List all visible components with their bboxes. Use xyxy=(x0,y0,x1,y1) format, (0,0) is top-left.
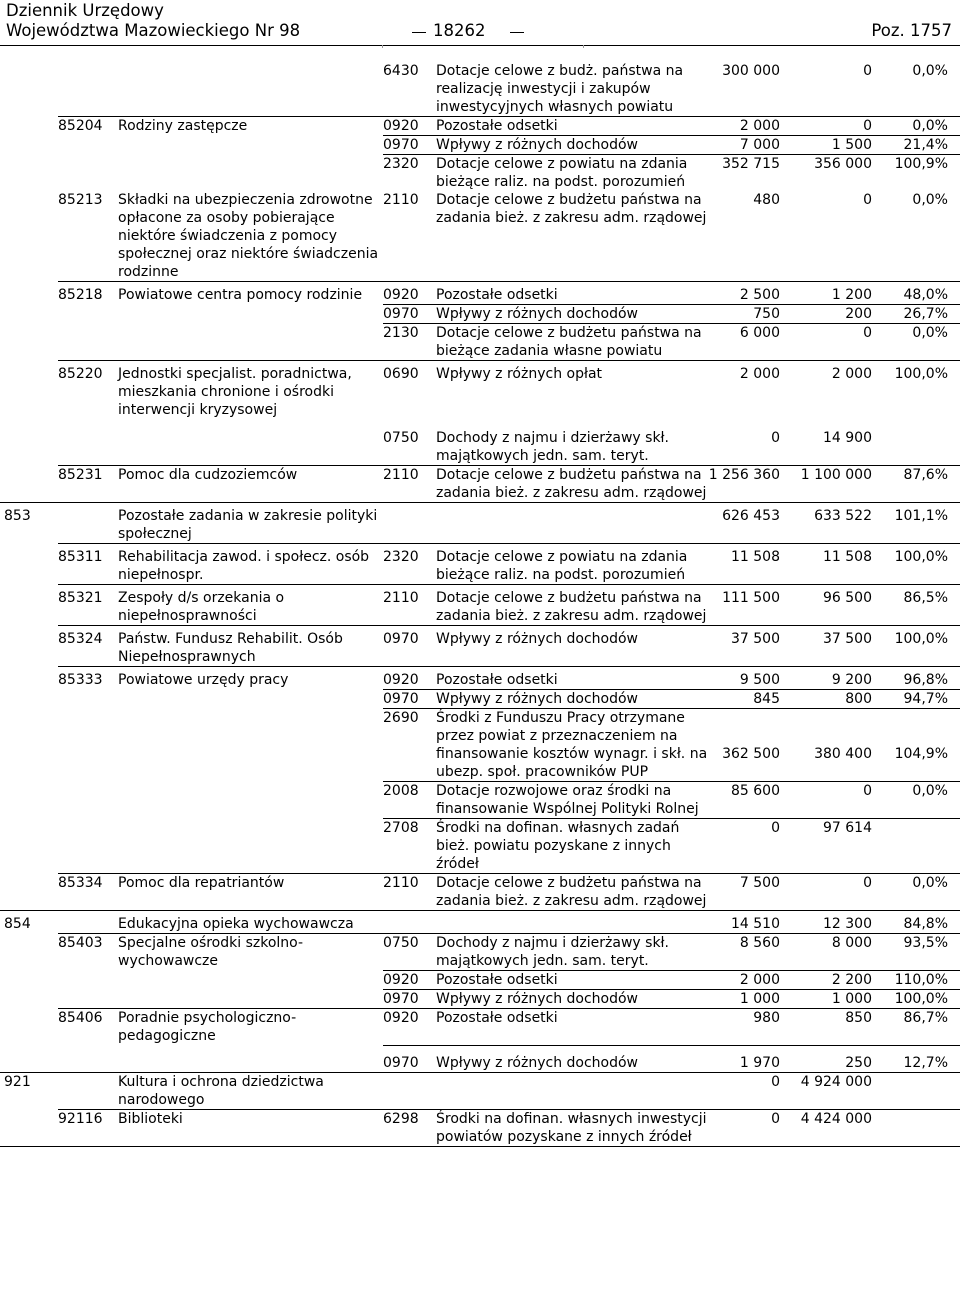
table-row xyxy=(0,782,960,819)
chapter-name: Rehabilitacja zawod. i społecz. osób niepełnospr. xyxy=(118,544,383,585)
execution-percent: 0,0% xyxy=(912,192,948,208)
page-number-dash-right xyxy=(510,32,524,33)
execution-percent: 26,7% xyxy=(878,305,960,324)
section-code xyxy=(0,466,58,503)
section-code xyxy=(0,874,58,911)
table-row xyxy=(0,136,960,155)
paragraph-code: 0690 xyxy=(383,361,436,420)
chapter-code: 85333 xyxy=(58,667,118,690)
paragraph-description: Wpływy z różnych dochodów xyxy=(436,690,708,709)
chapter-code: 92116 xyxy=(58,1109,118,1146)
section-code xyxy=(0,971,58,990)
plan-amount: 9 500 xyxy=(708,667,788,690)
plan-amount: 14 510 xyxy=(708,911,788,934)
table-row xyxy=(0,466,960,503)
chapter-name: Powiatowe centra pomocy rodzinie xyxy=(118,282,383,305)
chapter-code xyxy=(58,690,118,709)
plan-amount: 6 000 xyxy=(708,324,788,361)
execution-percent: 0,0% xyxy=(912,63,948,79)
section-code xyxy=(0,155,58,192)
paragraph-description: Wpływy z różnych dochodów xyxy=(436,1045,708,1072)
execution-amount: 0 xyxy=(863,63,872,79)
chapter-name xyxy=(118,324,383,361)
execution-amount: 8 000 xyxy=(788,934,878,971)
paragraph-description: Dotacje celowe z budżetu państwa na zadania bież. z zakresu adm. rządowej xyxy=(436,192,707,226)
execution-amount: 800 xyxy=(788,690,878,709)
chapter-name xyxy=(118,62,383,117)
chapter-name: Państw. Fundusz Rehabilit. Osób Niepełnosprawnych xyxy=(118,626,383,667)
execution-amount: 37 500 xyxy=(788,626,878,667)
paragraph-description: Wpływy z różnych dochodów xyxy=(436,136,708,155)
paragraph-code: 2110 xyxy=(383,192,419,208)
execution-percent: 100,9% xyxy=(878,155,960,192)
chapter-code xyxy=(58,1072,118,1109)
chapter-name xyxy=(118,305,383,324)
chapter-name xyxy=(118,709,383,746)
execution-percent: 100,0% xyxy=(878,990,960,1009)
chapter-name xyxy=(118,782,383,819)
chapter-name: Składki na ubezpieczenia zdrowotne opłacone za osoby pobierające niektóre świadczenia z pomocy społecznej oraz niektóre świadczenia rodzinne xyxy=(118,192,379,280)
chapter-name: Powiatowe urzędy pracy xyxy=(118,667,383,690)
execution-amount: 380 400 xyxy=(814,746,872,762)
paragraph-code: 2320 xyxy=(383,544,436,585)
chapter-name xyxy=(118,745,383,782)
execution-amount: 0 xyxy=(788,874,878,911)
chapter-name xyxy=(118,690,383,709)
chapter-code xyxy=(58,136,118,155)
chapter-code: 85231 xyxy=(58,466,118,503)
chapter-name: Jednostki specjalist. poradnictwa, mieszkania chronione i ośrodki interwencji kryzysowej xyxy=(118,361,383,420)
paragraph-code: 2690 xyxy=(383,709,436,746)
plan-amount: 1 970 xyxy=(708,1045,788,1072)
plan-amount: 0 xyxy=(708,819,788,874)
plan-amount: 7 000 xyxy=(708,136,788,155)
section-code xyxy=(0,667,58,690)
execution-amount: 11 508 xyxy=(788,544,878,585)
chapter-name: Biblioteki xyxy=(118,1109,383,1146)
execution-amount: 9 200 xyxy=(788,667,878,690)
chapter-name: Zespoły d/s orzekania o niepełnosprawności xyxy=(118,585,383,626)
section-code xyxy=(0,62,58,117)
chapter-name: Pozostałe zadania w zakresie polityki społecznej xyxy=(118,503,383,544)
execution-percent: 100,0% xyxy=(878,361,960,420)
paragraph-code: 0920 xyxy=(383,667,436,690)
table-row xyxy=(0,155,960,192)
section-code xyxy=(0,626,58,667)
section-code xyxy=(0,1045,58,1072)
chapter-code: 85213 xyxy=(58,192,103,208)
chapter-code xyxy=(58,709,118,746)
execution-amount: 14 900 xyxy=(823,430,872,446)
paragraph-description: Wpływy z różnych dochodów xyxy=(436,305,708,324)
paragraph-description: Dochody z najmu i dzierżawy skł. majątkowych jedn. sam. teryt. xyxy=(436,934,708,971)
paragraph-code xyxy=(383,1072,436,1109)
table-row xyxy=(0,503,960,544)
section-code xyxy=(0,782,58,819)
section-code xyxy=(0,136,58,155)
execution-amount: 1 100 000 xyxy=(788,466,878,503)
chapter-name xyxy=(118,419,383,466)
chapter-code xyxy=(58,990,118,1009)
paragraph-description: Dotacje celowe z budżetu państwa na zadania bież. z zakresu adm. rządowej xyxy=(436,585,708,626)
table-row xyxy=(0,1009,960,1046)
execution-amount: 4 424 000 xyxy=(788,1109,878,1146)
execution-percent: 100,0% xyxy=(878,544,960,585)
chapter-name: Poradnie psychologiczno-pedagogiczne xyxy=(118,1009,383,1046)
plan-amount: 845 xyxy=(708,690,788,709)
paragraph-description: Wpływy z różnych opłat xyxy=(436,361,708,420)
execution-percent xyxy=(878,819,960,874)
paragraph-description: Dotacje celowe z powiatu na zdania bieżące raliz. na podst. porozumień xyxy=(436,155,708,192)
chapter-name: Rodziny zastępcze xyxy=(118,117,383,136)
plan-amount: 8 560 xyxy=(708,934,788,971)
section-code xyxy=(0,324,58,361)
chapter-code: 85406 xyxy=(58,1009,118,1046)
section-code xyxy=(0,544,58,585)
section-code xyxy=(0,1009,58,1046)
paragraph-code: 6430 xyxy=(383,63,419,79)
table-row xyxy=(0,990,960,1009)
execution-amount: 0 xyxy=(788,117,878,136)
plan-amount: 980 xyxy=(708,1009,788,1046)
table-row xyxy=(0,282,960,305)
paragraph-description: Środki na dofinan. własnych inwestycji powiatów pozyskane z innych źródeł xyxy=(436,1110,707,1145)
chapter-code xyxy=(58,745,118,782)
section-code xyxy=(0,690,58,709)
paragraph-description: Dochody z najmu i dzierżawy skł. majątkowych jedn. sam. teryt. xyxy=(436,430,669,464)
paragraph-description: Dotacje celowe z budżetu państwa na zadania bież. z zakresu adm. rządowej xyxy=(436,467,707,501)
paragraph-code: 0920 xyxy=(383,282,436,305)
chapter-code xyxy=(58,1045,118,1072)
execution-percent: 0,0% xyxy=(878,874,960,911)
chapter-code xyxy=(58,782,118,819)
chapter-code: 85311 xyxy=(58,544,118,585)
execution-amount xyxy=(788,709,878,746)
budget-table-body xyxy=(0,62,960,1146)
paragraph-code: 2110 xyxy=(383,585,436,626)
table-row xyxy=(0,191,960,282)
chapter-name xyxy=(118,819,383,874)
section-code xyxy=(0,191,58,282)
section-code xyxy=(0,282,58,305)
execution-amount: 0 xyxy=(788,324,878,361)
paragraph-code: 6298 xyxy=(383,1109,436,1146)
execution-percent: 110,0% xyxy=(878,971,960,990)
chapter-code xyxy=(58,155,118,192)
section-code xyxy=(0,361,58,420)
execution-percent: 84,8% xyxy=(878,911,960,934)
chapter-code: 85334 xyxy=(58,874,118,911)
paragraph-code: 0920 xyxy=(383,971,436,990)
chapter-code: 85321 xyxy=(58,585,118,626)
table-row xyxy=(0,667,960,690)
chapter-code: 85324 xyxy=(58,626,118,667)
execution-percent: 96,8% xyxy=(878,667,960,690)
paragraph-code: 2008 xyxy=(383,782,436,819)
plan-amount: 37 500 xyxy=(708,626,788,667)
execution-amount: 0 xyxy=(788,782,878,819)
chapter-code: 85204 xyxy=(58,117,118,136)
table-row xyxy=(0,1072,960,1109)
execution-amount: 250 xyxy=(788,1045,878,1072)
table-row xyxy=(0,419,960,466)
chapter-name: Pomoc dla cudzoziemców xyxy=(118,466,383,503)
plan-amount: 480 xyxy=(753,192,780,208)
paragraph-description: Pozostałe odsetki xyxy=(436,1009,708,1046)
chapter-code: 85218 xyxy=(58,282,118,305)
paragraph-code xyxy=(383,503,436,544)
plan-amount: 1 000 xyxy=(708,990,788,1009)
plan-amount: 1 256 360 xyxy=(708,466,788,503)
plan-amount: 2 500 xyxy=(708,282,788,305)
plan-amount: 7 500 xyxy=(708,874,788,911)
table-row xyxy=(0,934,960,971)
section-code xyxy=(0,819,58,874)
execution-percent: 100,0% xyxy=(878,626,960,667)
plan-amount: 300 000 xyxy=(722,63,780,79)
paragraph-description: Dotacje celowe z budż. państwa na realizację inwestycji i zakupów inwestycyjnych własnych powiatu xyxy=(436,63,684,115)
chapter-name xyxy=(118,1045,383,1072)
execution-amount: 96 500 xyxy=(788,585,878,626)
execution-percent: 12,7% xyxy=(878,1045,960,1072)
paragraph-description: Pozostałe odsetki xyxy=(436,117,708,136)
execution-percent xyxy=(878,1072,960,1109)
section-code xyxy=(0,117,58,136)
execution-percent: 48,0% xyxy=(878,282,960,305)
plan-amount: 626 453 xyxy=(708,503,788,544)
position-number: Poz. 1757 xyxy=(871,21,952,40)
chapter-name: Edukacyjna opieka wychowawcza xyxy=(118,911,383,934)
table-row xyxy=(0,626,960,667)
chapter-name: Pomoc dla repatriantów xyxy=(118,874,383,911)
paragraph-description xyxy=(436,1072,708,1109)
chapter-code: 85403 xyxy=(58,934,118,971)
paragraph-description: Wpływy z różnych dochodów xyxy=(436,990,708,1009)
plan-amount: 85 600 xyxy=(708,782,788,819)
paragraph-description: Dotacje celowe z budżetu państwa na bieżące zadania własne powiatu xyxy=(436,324,708,361)
plan-amount: 352 715 xyxy=(708,155,788,192)
table-row xyxy=(0,971,960,990)
journal-subtitle: Województwa Mazowieckiego Nr 98 xyxy=(6,21,301,40)
execution-amount: 4 924 000 xyxy=(788,1072,878,1109)
chapter-code xyxy=(58,305,118,324)
section-code xyxy=(0,419,58,466)
paragraph-code xyxy=(383,745,436,782)
paragraph-code: 0970 xyxy=(383,1045,436,1072)
execution-percent: 0,0% xyxy=(878,324,960,361)
paragraph-code: 2110 xyxy=(383,874,436,911)
table-row xyxy=(0,874,960,911)
plan-amount: 2 000 xyxy=(708,117,788,136)
plan-amount: 750 xyxy=(708,305,788,324)
paragraph-description: Pozostałe odsetki xyxy=(436,667,708,690)
page-number: 18262 xyxy=(433,21,486,40)
paragraph-description: Pozostałe odsetki xyxy=(436,971,708,990)
section-code xyxy=(0,1109,58,1146)
table-row xyxy=(0,911,960,934)
execution-percent: 87,6% xyxy=(878,466,960,503)
table-row xyxy=(0,819,960,874)
chapter-code xyxy=(58,911,118,934)
table-row xyxy=(0,305,960,324)
paragraph-description: Wpływy z różnych dochodów xyxy=(436,626,708,667)
budget-table xyxy=(0,62,960,1147)
execution-percent: 104,9% xyxy=(894,746,948,762)
paragraph-description xyxy=(436,503,708,544)
paragraph-description: Środki na dofinan. własnych zadań bież. powiatu pozyskane z innych źródeł xyxy=(436,819,708,874)
header-tick-marks xyxy=(382,45,584,48)
table-row xyxy=(0,361,960,420)
section-code xyxy=(0,745,58,782)
paragraph-code: 2130 xyxy=(383,324,436,361)
chapter-code xyxy=(58,503,118,544)
paragraph-code: 0920 xyxy=(383,1009,436,1046)
paragraph-description: Pozostałe odsetki xyxy=(436,282,708,305)
plan-amount: 0 xyxy=(771,430,780,446)
execution-percent xyxy=(878,709,960,746)
execution-amount: 850 xyxy=(788,1009,878,1046)
execution-percent: 86,5% xyxy=(878,585,960,626)
chapter-code xyxy=(58,419,118,466)
execution-amount: 200 xyxy=(788,305,878,324)
execution-amount: 97 614 xyxy=(788,819,878,874)
execution-percent: 86,7% xyxy=(878,1009,960,1046)
section-code xyxy=(0,709,58,746)
table-row xyxy=(0,585,960,626)
paragraph-code: 0970 xyxy=(383,136,436,155)
section-code: 853 xyxy=(0,503,58,544)
plan-amount xyxy=(708,709,788,746)
plan-amount: 362 500 xyxy=(722,746,780,762)
table-row xyxy=(0,117,960,136)
chapter-name: Specjalne ośrodki szkolno-wychowawcze xyxy=(118,934,383,971)
table-row xyxy=(0,709,960,746)
section-code xyxy=(0,585,58,626)
execution-amount: 1 500 xyxy=(788,136,878,155)
chapter-name: Kultura i ochrona dziedzictwa narodowego xyxy=(118,1072,383,1109)
execution-amount: 12 300 xyxy=(788,911,878,934)
paragraph-description: Dotacje rozwojowe oraz środki na finansowanie Wspólnej Polityki Rolnej xyxy=(436,782,708,819)
paragraph-code: 2708 xyxy=(383,819,436,874)
plan-amount: 111 500 xyxy=(708,585,788,626)
execution-percent: 94,7% xyxy=(878,690,960,709)
chapter-name xyxy=(118,136,383,155)
table-row xyxy=(0,544,960,585)
table-row xyxy=(0,1109,960,1146)
table-row xyxy=(0,324,960,361)
paragraph-code: 2320 xyxy=(383,155,436,192)
paragraph-description: finansowanie kosztów wynagr. i skł. na ubezp. społ. pracowników PUP xyxy=(436,746,708,780)
paragraph-description: Dotacje celowe z budżetu państwa na zadania bież. z zakresu adm. rządowej xyxy=(436,875,707,909)
chapter-code xyxy=(58,971,118,990)
chapter-name xyxy=(118,971,383,990)
paragraph-description xyxy=(436,911,708,934)
table-row xyxy=(0,62,960,117)
paragraph-code: 0750 xyxy=(383,934,436,971)
plan-amount: 0 xyxy=(708,1072,788,1109)
paragraph-code: 0970 xyxy=(383,690,436,709)
chapter-code xyxy=(58,62,118,117)
plan-amount: 2 000 xyxy=(708,971,788,990)
table-row xyxy=(0,1045,960,1072)
execution-percent: 101,1% xyxy=(878,503,960,544)
execution-percent: 0,0% xyxy=(878,117,960,136)
paragraph-description: Dotacje celowe z powiatu na zdania bieżące raliz. na podst. porozumień xyxy=(436,544,708,585)
paragraph-code: 2110 xyxy=(383,466,436,503)
execution-percent xyxy=(878,419,960,466)
execution-amount: 1 000 xyxy=(788,990,878,1009)
chapter-code: 85220 xyxy=(58,361,118,420)
execution-percent: 21,4% xyxy=(878,136,960,155)
plan-amount: 0 xyxy=(708,1109,788,1146)
execution-percent: 0,0% xyxy=(878,782,960,819)
paragraph-code: 0970 xyxy=(383,305,436,324)
execution-amount: 1 200 xyxy=(788,282,878,305)
journal-title: Dziennik Urzędowy xyxy=(6,1,164,20)
section-code: 854 xyxy=(0,911,58,934)
page-number-dash-left xyxy=(412,32,426,33)
chapter-code xyxy=(58,819,118,874)
chapter-name xyxy=(118,155,383,192)
paragraph-code xyxy=(383,911,436,934)
section-code xyxy=(0,934,58,971)
plan-amount: 2 000 xyxy=(708,361,788,420)
section-code xyxy=(0,305,58,324)
plan-amount: 11 508 xyxy=(708,544,788,585)
chapter-name xyxy=(118,990,383,1009)
table-row xyxy=(0,690,960,709)
chapter-code xyxy=(58,324,118,361)
document-header xyxy=(0,0,960,48)
execution-percent: 93,5% xyxy=(878,934,960,971)
execution-amount: 0 xyxy=(863,192,872,208)
execution-amount: 2 200 xyxy=(788,971,878,990)
paragraph-code: 0750 xyxy=(383,430,419,446)
execution-amount: 356 000 xyxy=(788,155,878,192)
paragraph-code: 0920 xyxy=(383,117,436,136)
execution-amount: 633 522 xyxy=(788,503,878,544)
execution-amount: 2 000 xyxy=(788,361,878,420)
execution-percent xyxy=(878,1109,960,1146)
paragraph-description: Środki z Funduszu Pracy otrzymane przez powiat z przeznaczeniem na xyxy=(436,709,708,746)
paragraph-code: 0970 xyxy=(383,990,436,1009)
section-code: 921 xyxy=(0,1072,58,1109)
table-row xyxy=(0,745,960,782)
paragraph-code: 0970 xyxy=(383,626,436,667)
section-code xyxy=(0,990,58,1009)
